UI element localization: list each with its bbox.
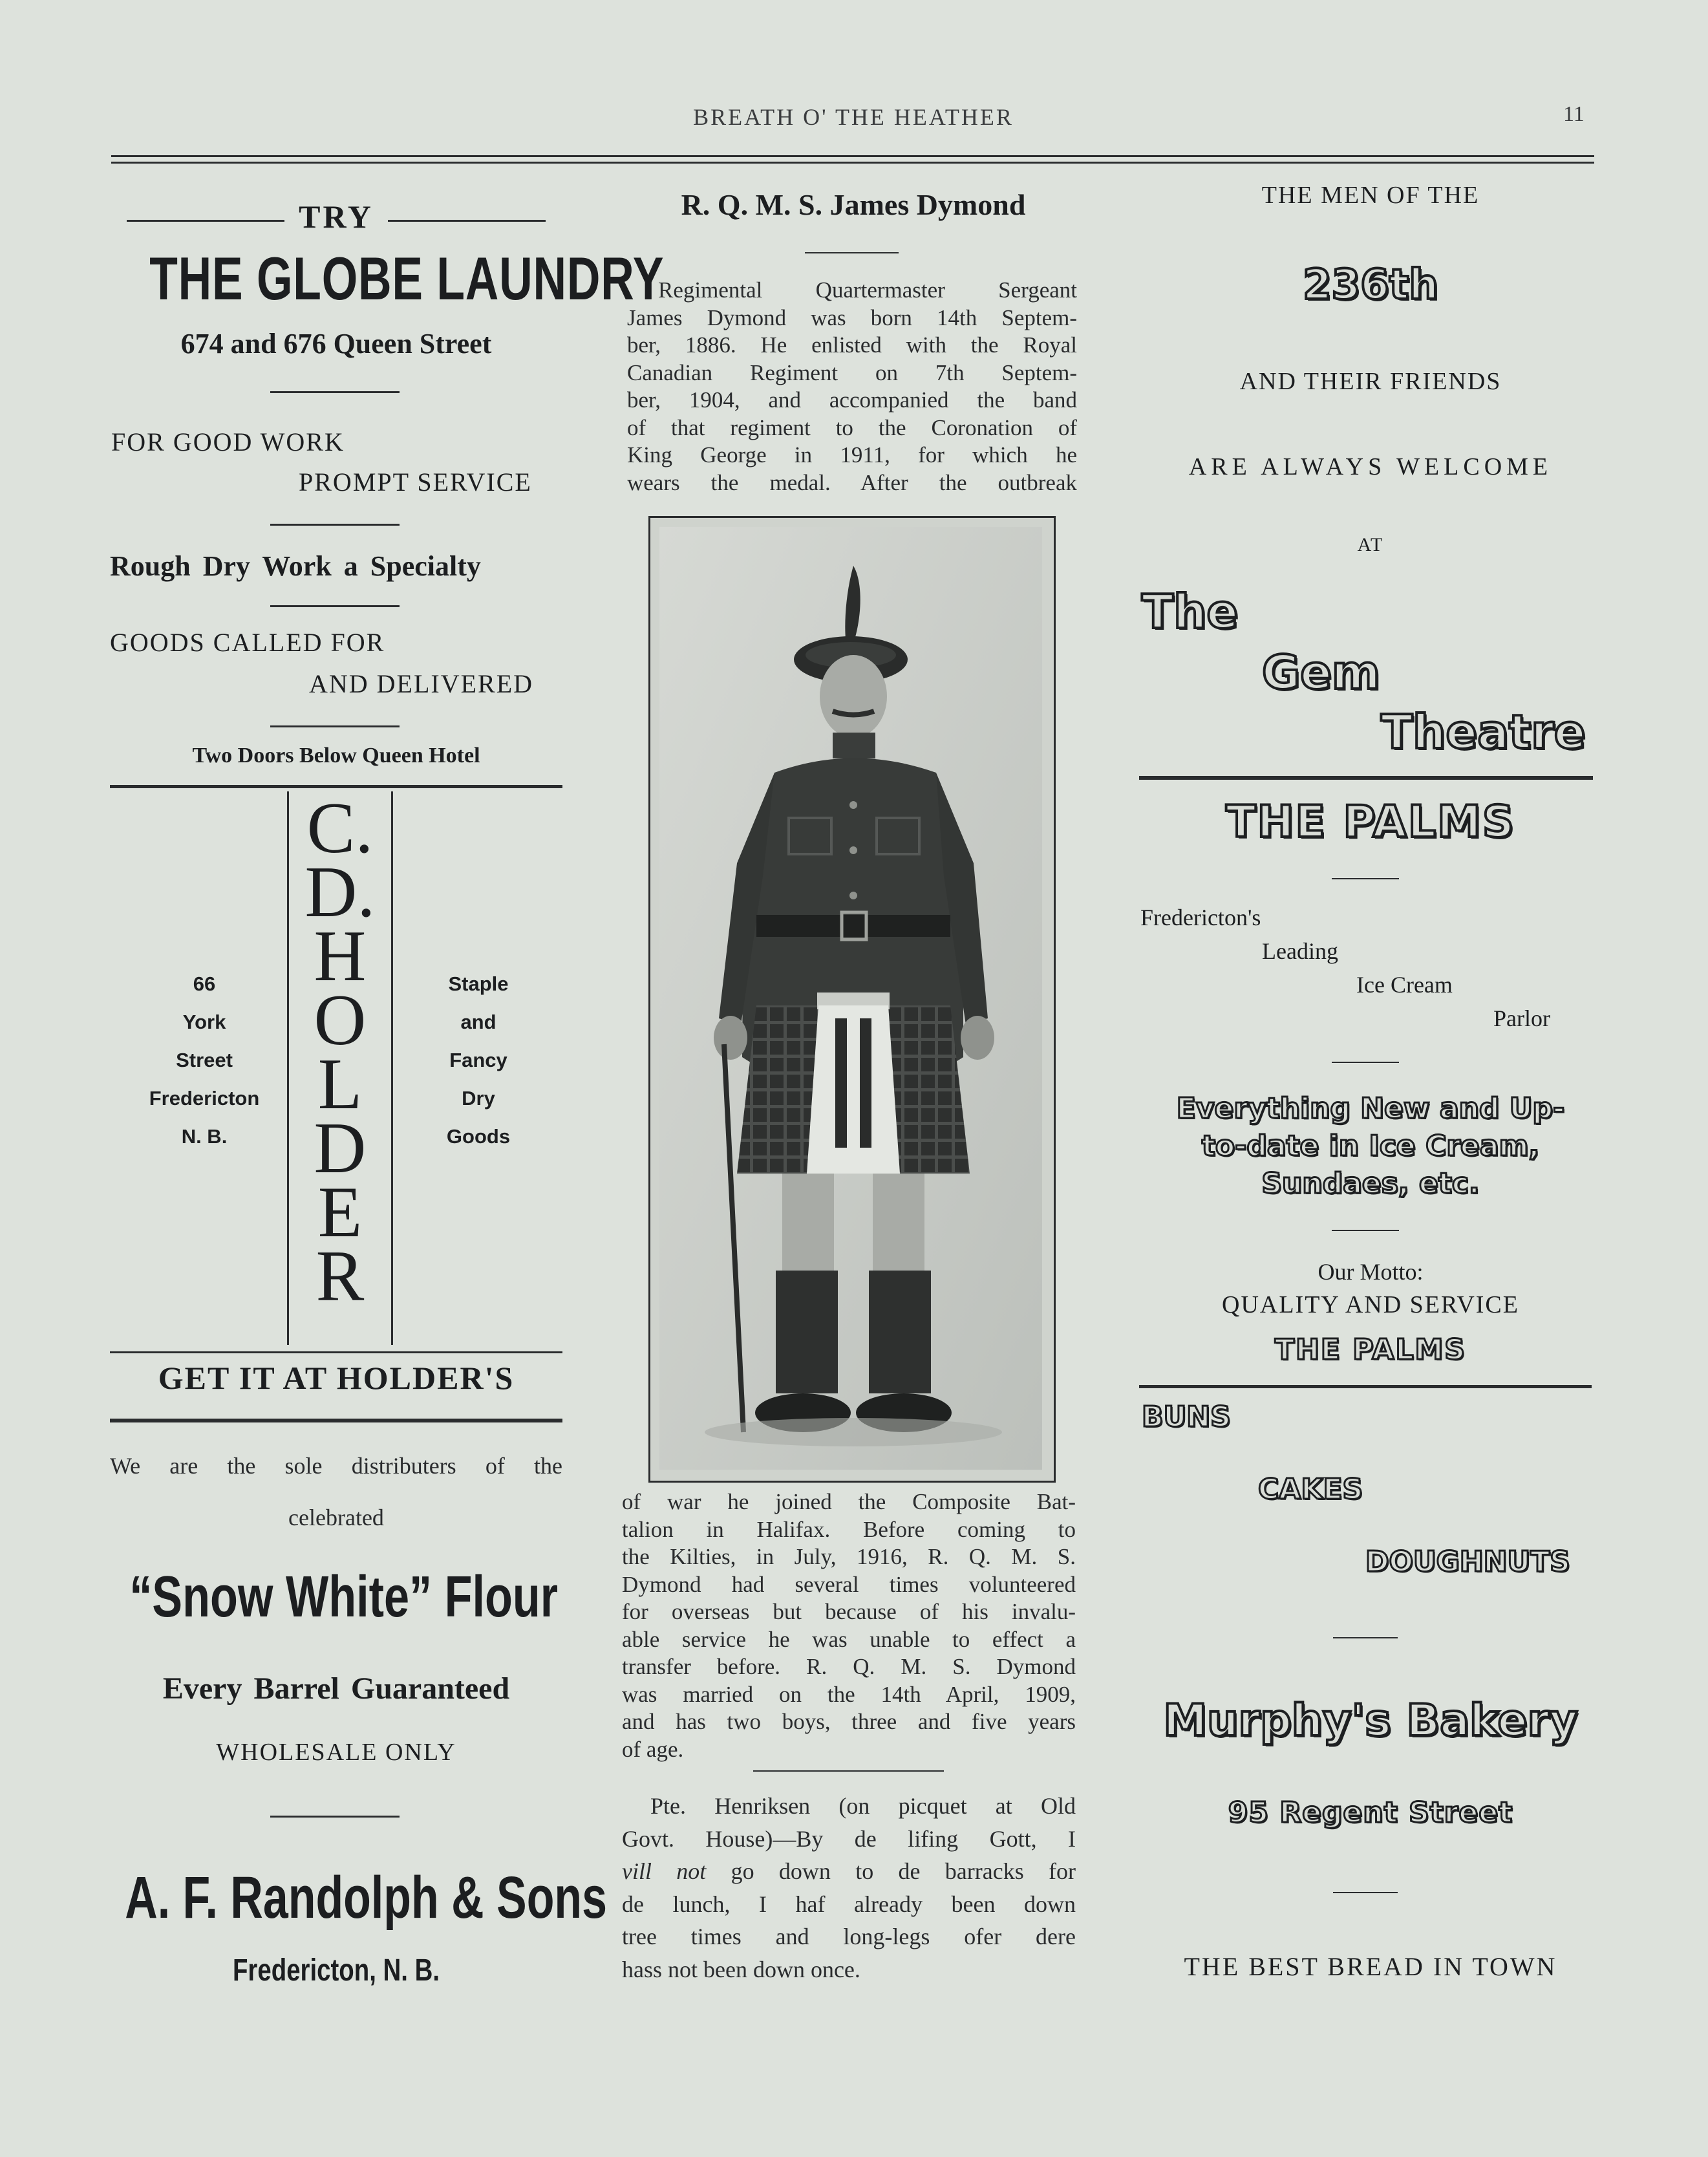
good-work-line: FOR GOOD WORK (111, 427, 345, 456)
holder-goods-line: Staple (448, 972, 509, 995)
globe-laundry-name-box (91, 243, 665, 314)
divider (270, 725, 400, 727)
article-line: wears the medal. After the outbreak (627, 469, 1077, 495)
holder-address-line: York (182, 1011, 226, 1033)
wholesale-only: WHOLESALE ONLY (216, 1739, 456, 1766)
globe-laundry-name: THE GLOBE LAUNDRY (149, 244, 665, 312)
article-line: able service he was unable to effect a (622, 1626, 1076, 1652)
every-barrel-guaranteed: Every Barrel Guaranteed (162, 1671, 510, 1706)
anecdote-line: Pte. Henriksen (on picquet at Old (650, 1793, 1076, 1819)
try-rule-left (127, 220, 284, 222)
holder-slogan-rule-bottom (110, 1419, 562, 1422)
holder-goods-line: Fancy (449, 1049, 507, 1071)
page-number: 11 (1563, 102, 1585, 126)
divider (1332, 878, 1399, 879)
holder-slogan: GET IT AT HOLDER'S (158, 1360, 515, 1396)
palms-motto: QUALITY AND SERVICE (1222, 1291, 1519, 1318)
gem-name: Gem (1262, 645, 1380, 700)
anecdote-line (622, 1855, 1076, 1888)
gem-bottom-rule (1139, 776, 1593, 780)
holder-letter: E (317, 1172, 363, 1252)
holder-letter: L (317, 1044, 363, 1124)
palms-tag-2: Leading (1262, 938, 1338, 964)
header-rule-bottom (111, 162, 1594, 164)
kilted-soldier-illustration (659, 527, 1042, 1470)
prompt-service-line: PROMPT SERVICE (299, 467, 532, 497)
randolph-intro: We are the sole distributers of the (110, 1453, 562, 1479)
holder-letter: O (314, 980, 367, 1060)
snow-white-flour: “Snow White” Flour (129, 1565, 559, 1629)
holder-goods-line: Goods (446, 1125, 511, 1148)
palms-name: THE PALMS (1226, 797, 1515, 848)
and-delivered-line: AND DELIVERED (309, 669, 534, 698)
best-bread-slogan: THE BEST BREAD IN TOWN (1184, 1952, 1557, 1981)
palms-name-2: THE PALMS (1275, 1333, 1466, 1366)
their-friends-line: AND THEIR FRIENDS (1239, 368, 1502, 395)
goods-called-line: GOODS CALLED FOR (110, 628, 385, 657)
palms-everything-line: to-date in Ice Cream, (1201, 1130, 1540, 1163)
divider (1332, 1230, 1399, 1231)
bakery-item-doughnuts: DOUGHNUTS (1365, 1545, 1570, 1578)
gem-the: The (1142, 585, 1239, 639)
article-line: talion in Halifax. Before coming to (622, 1516, 1076, 1542)
article-line: the Kilties, in July, 1916, R. Q. M. S. (622, 1544, 1076, 1569)
try-label: TRY (299, 199, 374, 235)
henriksen-anecdote (622, 1790, 1076, 1986)
article-paragraph-1 (627, 277, 1077, 497)
holder-address-line: N. B. (181, 1125, 228, 1148)
randolph-city-box (129, 1951, 543, 1990)
holder-slogan-rule-top (110, 1351, 562, 1353)
holder-address-line: Street (176, 1049, 233, 1071)
randolph-intro-celebrated: celebrated (288, 1505, 384, 1530)
men-of-the-line: THE MEN OF THE (1261, 182, 1480, 209)
bakery-item-cakes: CAKES (1258, 1473, 1363, 1506)
battalion-236th: 236th (1303, 261, 1438, 309)
randolph-name-box (58, 1862, 614, 1933)
palms-motto-label: Our Motto: (1318, 1259, 1424, 1285)
article-paragraph-2 (622, 1488, 1076, 1763)
anecdote-line: Govt. House)—By de lifing Gott, I (622, 1825, 1076, 1852)
article-line: of that regiment to the Coronation of (627, 414, 1077, 440)
anecdote-line: tree times and long-legs ofer dere (622, 1924, 1076, 1949)
divider (1333, 1892, 1398, 1893)
bakery-address: 95 Regent Street (1228, 1796, 1513, 1829)
italic-phrase: vill not (622, 1858, 707, 1884)
divider (1333, 1637, 1398, 1638)
at-line: AT (1357, 534, 1384, 555)
article-line: ber, 1904, and accompanied the band (627, 387, 1077, 413)
article-line: James Dymond was born 14th Septem- (627, 305, 1077, 330)
holder-column-right-line (391, 791, 393, 1345)
article-line: Canadian Regiment on 7th Septem- (627, 360, 1077, 385)
anecdote-line: de lunch, I haf already been down (622, 1891, 1076, 1917)
holder-address-line: 66 (193, 972, 216, 995)
article-line: ber, 1886. He enlisted with the Royal (627, 332, 1077, 358)
try-rule-right (388, 220, 546, 222)
divider (270, 605, 400, 607)
laundry-location: Two Doors Below Queen Hotel (192, 744, 480, 767)
article-line: Regimental Quartermaster Sergeant (658, 277, 1077, 303)
always-welcome-line: ARE ALWAYS WELCOME (1188, 453, 1553, 480)
article-line: of age. (622, 1736, 684, 1762)
holder-goods-line: Dry (462, 1087, 495, 1110)
randolph-city: Fredericton, N. B. (232, 1953, 440, 1988)
article-line: was married on the 14th April, 1909, (622, 1681, 1076, 1707)
snow-white-box (71, 1565, 601, 1629)
palms-everything-line: Everything New and Up- (1176, 1092, 1565, 1125)
bakery-name: Murphy's Bakery (1163, 1695, 1578, 1746)
globe-laundry-address: 674 and 676 Queen Street (180, 328, 492, 360)
holder-vertical-name (289, 788, 391, 1316)
article-line: for overseas but because of his invalu- (622, 1599, 1076, 1624)
running-title: BREATH O' THE HEATHER (693, 104, 1014, 130)
palms-tag-4: Parlor (1493, 1005, 1550, 1031)
holder-address-line: Fredericton (149, 1087, 260, 1110)
article-line: of war he joined the Composite Bat- (622, 1489, 1076, 1514)
palms-tag-1: Fredericton's (1140, 905, 1261, 930)
article-line: Dymond had several times volunteered (622, 1571, 1076, 1597)
photo-area (659, 527, 1042, 1470)
article-line: transfer before. R. Q. M. S. Dymond (622, 1654, 1076, 1679)
title-divider (805, 252, 899, 253)
holder-letter: D. (304, 852, 376, 932)
article-line: and has two boys, three and five years (622, 1709, 1076, 1734)
anecdote-line-rest: go down to de barracks for (706, 1858, 1076, 1884)
holder-goods (401, 965, 556, 1155)
article-line: King George in 1911, for which he (627, 442, 1077, 467)
palms-bottom-rule (1139, 1385, 1592, 1388)
holder-letter: C. (306, 788, 374, 868)
anecdote-line: hass not been down once. (622, 1956, 860, 1982)
header-rule-top (111, 155, 1594, 157)
divider (270, 391, 400, 393)
rough-dry-specialty: Rough Dry Work a Specialty (110, 550, 481, 582)
gem-theatre: Theatre (1381, 705, 1586, 759)
divider (1332, 1062, 1399, 1063)
palms-everything (1125, 1090, 1616, 1203)
holder-address (127, 965, 282, 1155)
holder-letter: R (315, 1236, 365, 1316)
holder-letter: D (314, 1108, 367, 1188)
palms-tag-3: Ice Cream (1356, 972, 1453, 998)
anecdote-divider (753, 1770, 944, 1772)
article-title: R. Q. M. S. James Dymond (681, 188, 1026, 221)
randolph-name: A. F. Randolph & Sons (125, 1865, 608, 1931)
divider (270, 524, 400, 526)
holder-goods-line: and (460, 1011, 496, 1033)
divider (270, 1816, 400, 1818)
palms-everything-line: Sundaes, etc. (1261, 1167, 1480, 1200)
bakery-item-buns: BUNS (1142, 1400, 1231, 1433)
soldier-photograph (648, 516, 1056, 1483)
holder-letter: H (314, 916, 367, 996)
